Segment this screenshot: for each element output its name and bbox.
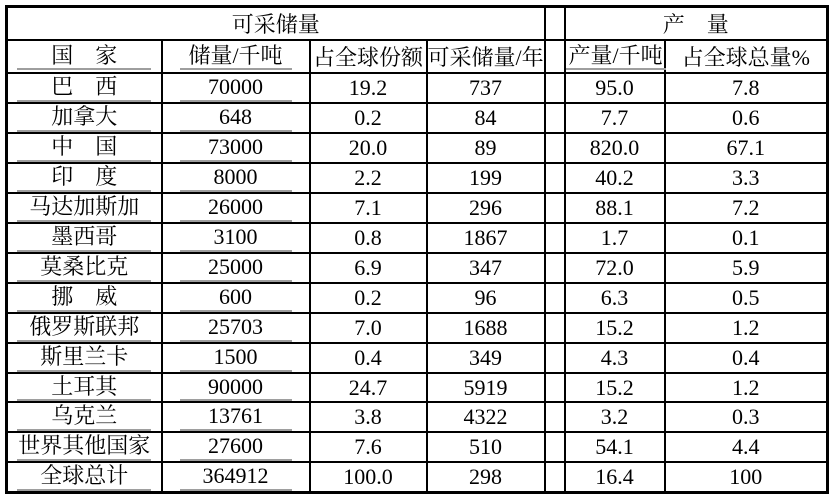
cell-production-kt: 72.0 xyxy=(565,253,665,283)
cell-country xyxy=(7,373,162,403)
cell-country xyxy=(7,432,162,462)
table-row xyxy=(7,103,828,133)
table-row xyxy=(7,163,828,193)
cell-global-total-pct: 0.1 xyxy=(665,223,828,253)
cell-recoverable-years: 5919 xyxy=(427,373,545,403)
country-underline: 巴 西 xyxy=(17,74,151,102)
country-underline: 中 国 xyxy=(17,134,151,162)
cell-section-spacer xyxy=(545,343,565,373)
cell-country xyxy=(7,402,162,432)
cell-global-share: 0.2 xyxy=(310,103,427,133)
reserves-underline: 70000 xyxy=(180,74,292,102)
cell-section-spacer xyxy=(545,313,565,343)
cell-global-share: 7.0 xyxy=(310,313,427,343)
reserves-underline: 25000 xyxy=(180,254,292,282)
column-header-recoverable-years: 可采储量/年 xyxy=(427,40,545,73)
cell-recoverable-years: 199 xyxy=(427,163,545,193)
cell-recoverable-years: 347 xyxy=(427,253,545,283)
cell-reserves-kt xyxy=(162,253,310,283)
cell-production-kt: 1.7 xyxy=(565,223,665,253)
table-row xyxy=(7,373,828,403)
cell-country xyxy=(7,73,162,103)
cell-production-kt: 88.1 xyxy=(565,193,665,223)
table-body xyxy=(7,73,828,493)
reserves-underline: 26000 xyxy=(180,194,292,222)
cell-reserves-kt xyxy=(162,402,310,432)
cell-recoverable-years: 510 xyxy=(427,432,545,462)
cell-section-spacer xyxy=(545,223,565,253)
country-underline: 世界其他国家 xyxy=(17,433,151,461)
column-header-reserves-kt xyxy=(162,40,310,73)
country-header-underline: 国 家 xyxy=(17,43,151,71)
country-underline: 斯里兰卡 xyxy=(17,344,151,372)
cell-global-total-pct: 0.5 xyxy=(665,283,828,313)
reserves-underline: 25703 xyxy=(180,314,292,342)
table-row xyxy=(7,223,828,253)
cell-production-kt: 4.3 xyxy=(565,343,665,373)
cell-country xyxy=(7,343,162,373)
cell-reserves-kt xyxy=(162,343,310,373)
cell-reserves-kt xyxy=(162,163,310,193)
country-underline: 莫桑比克 xyxy=(17,254,151,282)
cell-reserves-kt xyxy=(162,462,310,492)
cell-global-share: 7.6 xyxy=(310,432,427,462)
country-underline: 挪 威 xyxy=(17,284,151,312)
cell-global-total-pct: 0.4 xyxy=(665,343,828,373)
cell-country xyxy=(7,133,162,163)
reserves-underline: 90000 xyxy=(180,374,292,402)
cell-production-kt: 7.7 xyxy=(565,103,665,133)
cell-section-spacer xyxy=(545,253,565,283)
reserves-underline: 13761 xyxy=(180,403,292,431)
cell-recoverable-years: 737 xyxy=(427,73,545,103)
cell-recoverable-years: 296 xyxy=(427,193,545,223)
cell-recoverable-years: 1867 xyxy=(427,223,545,253)
cell-global-total-pct: 7.2 xyxy=(665,193,828,223)
country-underline: 加拿大 xyxy=(17,104,151,132)
table-row xyxy=(7,343,828,373)
column-header-country xyxy=(7,40,162,73)
cell-country xyxy=(7,313,162,343)
cell-section-spacer xyxy=(545,73,565,103)
cell-section-spacer xyxy=(545,432,565,462)
cell-reserves-kt xyxy=(162,313,310,343)
cell-global-total-pct: 1.2 xyxy=(665,313,828,343)
column-header-row xyxy=(7,40,828,73)
reserves-underline: 600 xyxy=(180,284,292,312)
cell-global-total-pct: 100 xyxy=(665,462,828,492)
table-row xyxy=(7,432,828,462)
cell-global-share: 0.4 xyxy=(310,343,427,373)
reserves-header-underline: 储量/千吨 xyxy=(180,43,292,71)
cell-production-kt: 15.2 xyxy=(565,373,665,403)
country-underline: 墨西哥 xyxy=(17,224,151,252)
cell-global-total-pct: 5.9 xyxy=(665,253,828,283)
cell-country xyxy=(7,163,162,193)
cell-production-kt: 820.0 xyxy=(565,133,665,163)
cell-global-share: 0.8 xyxy=(310,223,427,253)
cell-country xyxy=(7,462,162,492)
cell-global-total-pct: 7.8 xyxy=(665,73,828,103)
cell-production-kt: 95.0 xyxy=(565,73,665,103)
cell-global-share: 100.0 xyxy=(310,462,427,492)
cell-section-spacer xyxy=(545,373,565,403)
cell-global-share: 6.9 xyxy=(310,253,427,283)
cell-recoverable-years: 96 xyxy=(427,283,545,313)
table-row xyxy=(7,253,828,283)
cell-country xyxy=(7,193,162,223)
cell-country xyxy=(7,103,162,133)
cell-reserves-kt xyxy=(162,283,310,313)
reserves-underline: 73000 xyxy=(180,134,292,162)
table-row xyxy=(7,283,828,313)
cell-recoverable-years: 89 xyxy=(427,133,545,163)
cell-recoverable-years: 1688 xyxy=(427,313,545,343)
table-row xyxy=(7,133,828,163)
cell-country xyxy=(7,223,162,253)
section-header-production: 产 量 xyxy=(565,7,828,41)
column-header-global-total-pct: 占全球总量% xyxy=(665,40,828,73)
cell-global-total-pct: 0.3 xyxy=(665,402,828,432)
country-underline: 土耳其 xyxy=(17,374,151,402)
cell-section-spacer xyxy=(545,402,565,432)
country-underline: 俄罗斯联邦 xyxy=(17,314,151,342)
production-header-underline: 产量/千吨 xyxy=(566,43,666,71)
cell-section-spacer xyxy=(545,163,565,193)
cell-global-share: 7.1 xyxy=(310,193,427,223)
section-header-reserves: 可采储量 xyxy=(7,7,545,41)
cell-production-kt: 6.3 xyxy=(565,283,665,313)
cell-recoverable-years: 298 xyxy=(427,462,545,492)
table-row xyxy=(7,193,828,223)
table-row xyxy=(7,462,828,492)
cell-recoverable-years: 349 xyxy=(427,343,545,373)
cell-global-total-pct: 67.1 xyxy=(665,133,828,163)
cell-country xyxy=(7,253,162,283)
cell-production-kt: 16.4 xyxy=(565,462,665,492)
cell-production-kt: 54.1 xyxy=(565,432,665,462)
cell-section-spacer xyxy=(545,283,565,313)
table-row xyxy=(7,73,828,103)
cell-reserves-kt xyxy=(162,223,310,253)
cell-recoverable-years: 84 xyxy=(427,103,545,133)
cell-reserves-kt xyxy=(162,432,310,462)
reserves-underline: 3100 xyxy=(180,224,292,252)
section-spacer-cell xyxy=(545,7,565,41)
cell-reserves-kt xyxy=(162,373,310,403)
cell-global-total-pct: 1.2 xyxy=(665,373,828,403)
cell-global-total-pct: 4.4 xyxy=(665,432,828,462)
reserves-production-table xyxy=(5,5,829,494)
cell-production-kt: 15.2 xyxy=(565,313,665,343)
column-header-production-kt xyxy=(565,40,665,73)
cell-global-share: 20.0 xyxy=(310,133,427,163)
cell-global-share: 2.2 xyxy=(310,163,427,193)
reserves-underline: 364912 xyxy=(180,463,292,491)
table-row xyxy=(7,402,828,432)
cell-global-total-pct: 0.6 xyxy=(665,103,828,133)
cell-global-share: 3.8 xyxy=(310,402,427,432)
cell-production-kt: 3.2 xyxy=(565,402,665,432)
cell-section-spacer xyxy=(545,462,565,492)
cell-country xyxy=(7,283,162,313)
table-row xyxy=(7,313,828,343)
country-underline: 印 度 xyxy=(17,164,151,192)
header-spacer-cell xyxy=(545,40,565,73)
country-underline: 全球总计 xyxy=(17,463,151,491)
reserves-underline: 648 xyxy=(180,104,292,132)
cell-reserves-kt xyxy=(162,193,310,223)
reserves-underline: 27600 xyxy=(180,433,292,461)
cell-reserves-kt xyxy=(162,103,310,133)
cell-global-share: 24.7 xyxy=(310,373,427,403)
reserves-underline: 8000 xyxy=(180,164,292,192)
country-underline: 马达加斯加 xyxy=(17,194,151,222)
cell-global-share: 0.2 xyxy=(310,283,427,313)
column-header-global-share: 占全球份额 xyxy=(310,40,427,73)
cell-global-total-pct: 3.3 xyxy=(665,163,828,193)
cell-recoverable-years: 4322 xyxy=(427,402,545,432)
country-underline: 乌克兰 xyxy=(17,403,151,431)
cell-production-kt: 40.2 xyxy=(565,163,665,193)
cell-reserves-kt xyxy=(162,73,310,103)
cell-section-spacer xyxy=(545,193,565,223)
cell-section-spacer xyxy=(545,133,565,163)
section-header-row xyxy=(7,7,828,41)
cell-reserves-kt xyxy=(162,133,310,163)
cell-section-spacer xyxy=(545,103,565,133)
reserves-underline: 1500 xyxy=(180,344,292,372)
cell-global-share: 19.2 xyxy=(310,73,427,103)
